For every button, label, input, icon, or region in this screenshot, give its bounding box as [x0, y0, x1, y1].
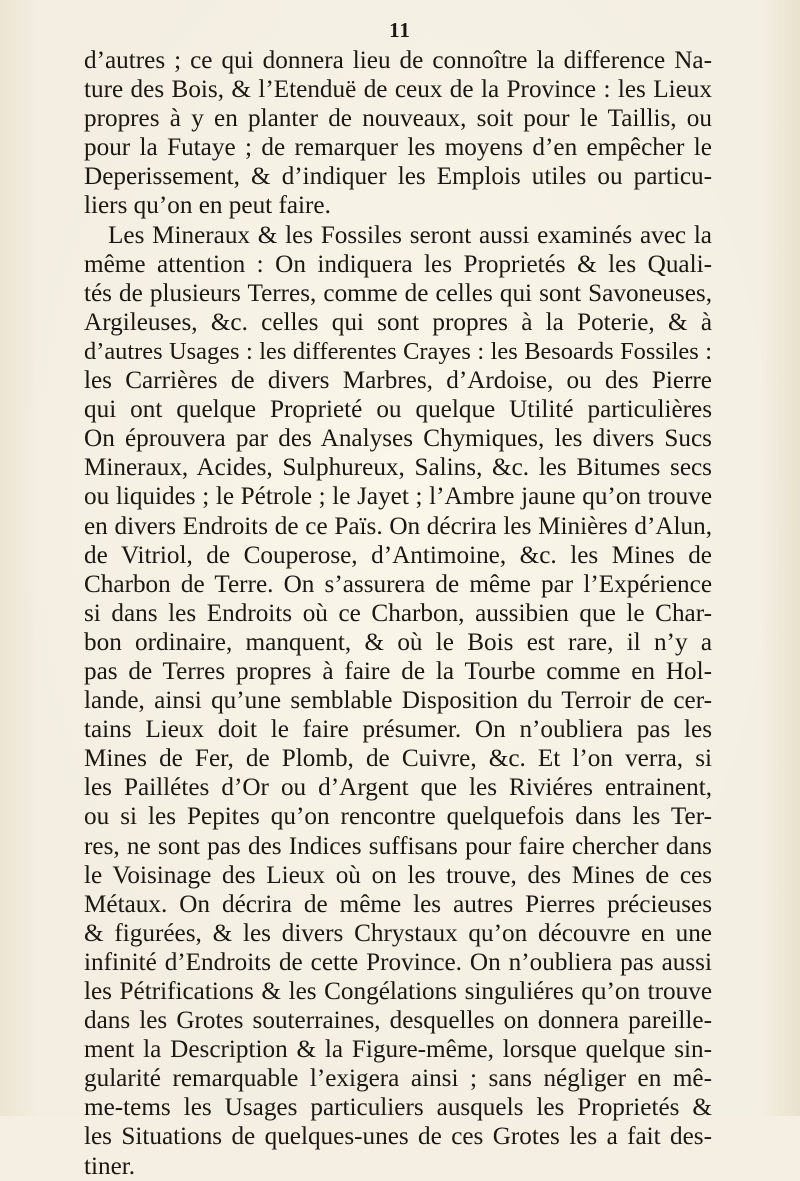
- text-line: Mineraux, Acides, Sulphureux, Salins, &c. les Bitumes secs: [84, 454, 712, 482]
- text-line: & figurées, & les divers Chrystaux qu’on découvre en une: [84, 919, 712, 947]
- text-line: qui ont quelque Proprieté ou quelque Utilité particulières: [84, 396, 712, 424]
- text-line: tiner.: [84, 1152, 136, 1180]
- text-line: le Voisinage des Lieux où on les trouve, des Mines de ces: [84, 861, 712, 889]
- text-line: en divers Endroits de ce Païs. On décrira les Minières d’Alun,: [84, 512, 712, 540]
- text-line: liers qu’on en peut faire.: [84, 192, 331, 220]
- text-line: même attention : On indiquera les Proprietés & les Quali-: [84, 250, 712, 278]
- text-line: les Carrières de divers Marbres, d’Ardoise, ou des Pierre: [84, 367, 712, 395]
- text-line: les Situations de quelques-unes de ces Grotes les a fait des-: [84, 1123, 712, 1151]
- text-line: de Vitriol, de Couperose, d’Antimoine, &c. les Mines de: [84, 541, 712, 569]
- text-line: propres à y en planter de nouveaux, soit pour le Taillis, ou: [84, 105, 712, 133]
- text-line: Mines de Fer, de Plomb, de Cuivre, &c. Et l’on verra, si: [84, 745, 712, 773]
- text-line: ment la Description & la Figure-même, lorsque quelque sin-: [84, 1036, 712, 1064]
- text-line: les Paillétes d’Or ou d’Argent que les Riviéres entrainent,: [84, 774, 712, 802]
- text-line: si dans les Endroits où ce Charbon, aussibien que le Char-: [84, 599, 712, 627]
- text-line: dans les Grotes souterraines, desquelles on donnera pareille-: [84, 1007, 712, 1035]
- body-text: [84, 46, 712, 1181]
- text-line: ou liquides ; le Pétrole ; le Jayet ; l’Ambre jaune qu’on trouve: [84, 483, 712, 511]
- text-line: Métaux. On décrira de même les autres Pierres précieuses: [84, 890, 712, 918]
- text-line: Charbon de Terre. On s’assurera de même par l’Expérience: [84, 570, 712, 598]
- page-number: 11: [389, 18, 411, 42]
- text-line: On éprouvera par des Analyses Chymiques, les divers Sucs: [84, 425, 712, 453]
- text-line: ou si les Pepites qu’on rencontre quelquefois dans les Ter-: [84, 803, 712, 831]
- text-line: gularité remarquable l’exigera ainsi ; sans négliger en mê-: [84, 1065, 712, 1093]
- text-line: Argileuses, &c. celles qui sont propres à la Poterie, & à: [84, 308, 712, 336]
- text-line: res, ne sont pas des Indices suffisans pour faire chercher dans: [84, 832, 712, 860]
- text-line: tés de plusieurs Terres, comme de celles qui sont Savoneuses,: [84, 279, 712, 307]
- text-line: lande, ainsi qu’une semblable Disposition du Terroir de cer-: [84, 687, 712, 715]
- text-line: bon ordinaire, manquent, & où le Bois est rare, il n’y a: [84, 628, 712, 656]
- text-line: Deperissement, & d’indiquer les Emplois utiles ou particu-: [84, 163, 712, 191]
- text-line: pour la Futaye ; de remarquer les moyens d’en empêcher le: [84, 134, 712, 162]
- text-line: ture des Bois, & l’Etenduë de ceux de la Province : les Lieux: [84, 76, 712, 104]
- text-line: tains Lieux doit le faire présumer. On n’oubliera pas les: [84, 716, 712, 744]
- text-line: me-tems les Usages particuliers ausquels les Proprietés &: [84, 1094, 712, 1122]
- text-line: infinité d’Endroits de cette Province. On n’oubliera pas aussi: [84, 948, 712, 976]
- text-line: les Pétrifications & les Congélations singuliéres qu’on trouve: [84, 978, 712, 1005]
- text-line: pas de Terres propres à faire de la Tourbe comme en Hol-: [84, 657, 712, 685]
- text-line: Les Mineraux & les Fossiles seront aussi examinés avec la: [108, 221, 712, 249]
- text-line: d’autres ; ce qui donnera lieu de connoître la difference Na-: [84, 47, 712, 74]
- text-line: d’autres Usages : les differentes Crayes : les Besoards Fossiles :: [84, 337, 712, 365]
